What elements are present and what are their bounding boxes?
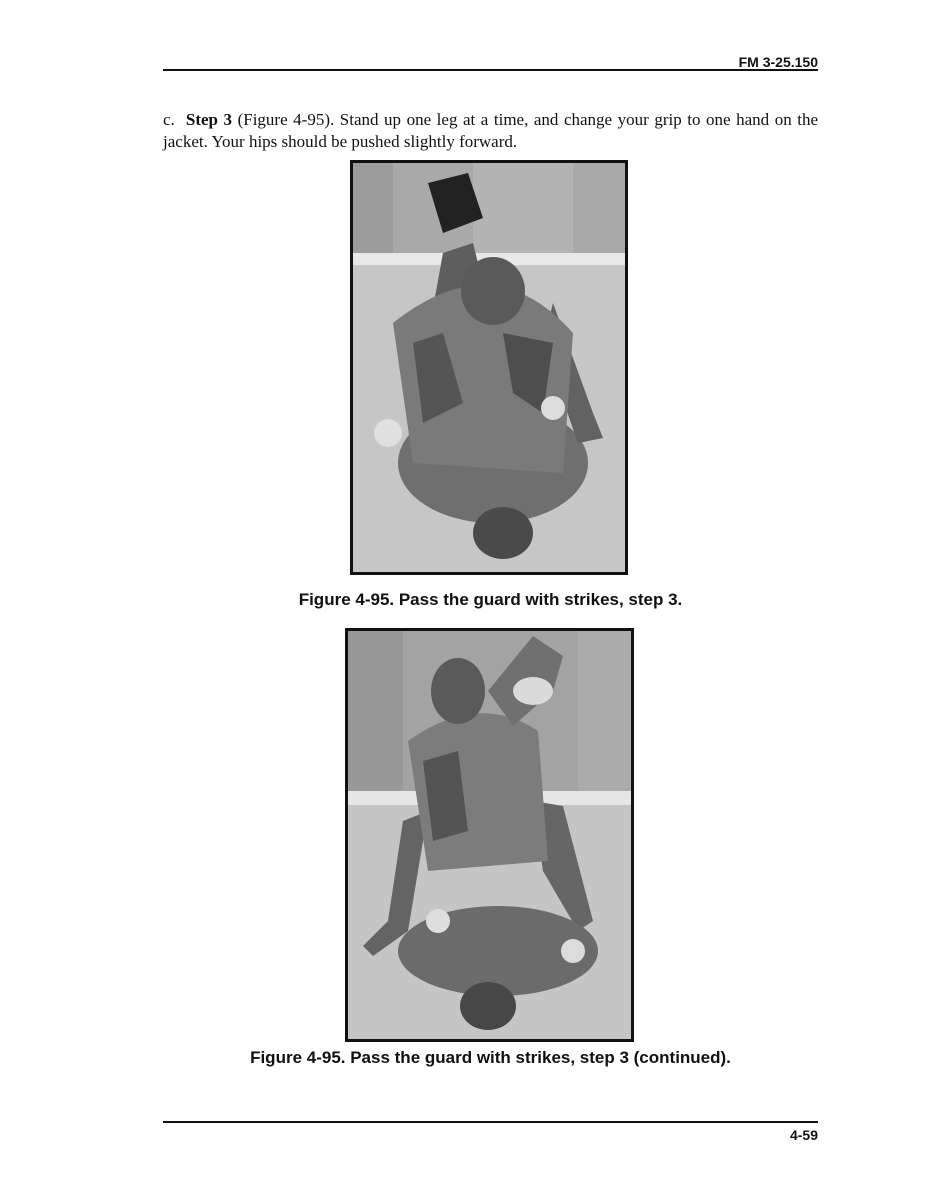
footer-rule — [163, 1121, 818, 1123]
figure-caption-2: Figure 4-95. Pass the guard with strikes, step 3 (continued). — [250, 1048, 731, 1067]
figure-photo-step-3 — [350, 160, 628, 575]
paragraph-text: (Figure 4-95). Stand up one leg at a time, and change your grip to one hand on the jacket. Your hips should be pushed slightly forward. — [163, 110, 818, 151]
paragraph-label: c. — [163, 110, 175, 129]
document-id: FM 3-25.150 — [738, 54, 818, 70]
page-number: 4-59 — [789, 1127, 818, 1143]
step-label: Step 3 — [185, 110, 233, 129]
figure-photo-step-3-continued — [345, 628, 634, 1042]
step-paragraph — [163, 109, 818, 153]
figure-caption-1: Figure 4-95. Pass the guard with strikes, step 3. — [298, 590, 683, 609]
header-rule — [163, 69, 818, 71]
